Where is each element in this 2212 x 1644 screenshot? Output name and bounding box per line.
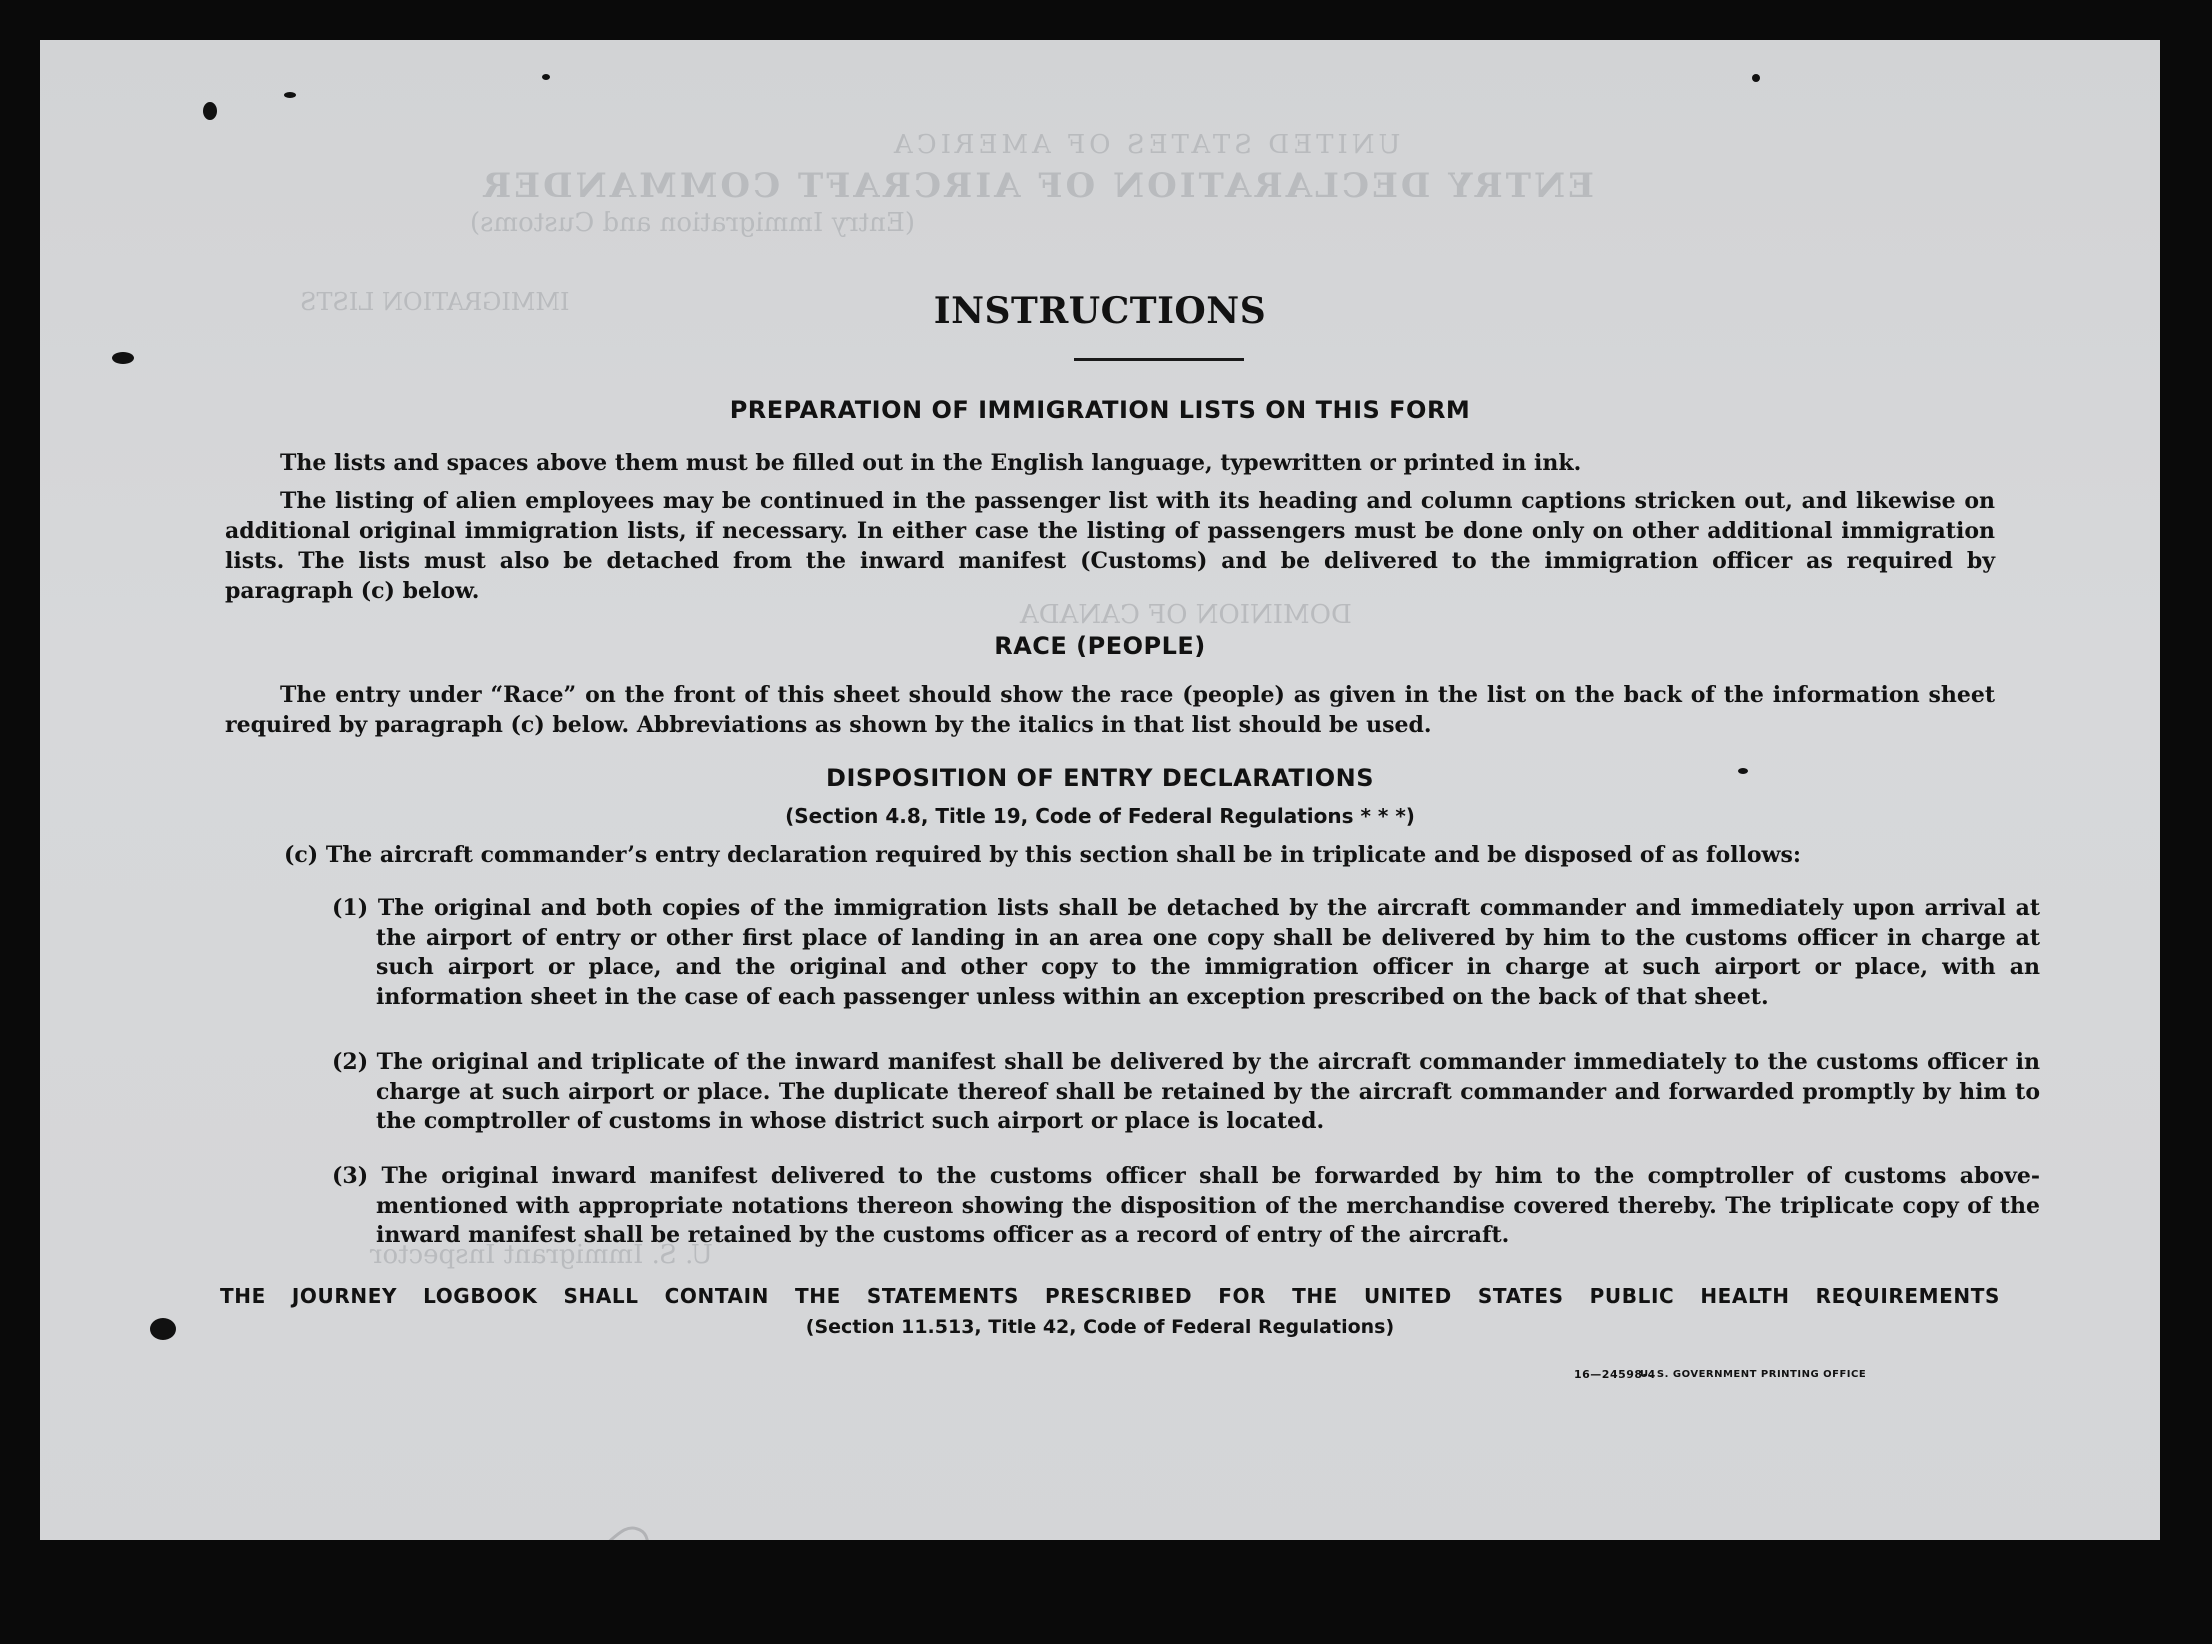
disposition-citation: (Section 4.8, Title 19, Code of Federal Regulations * * *)	[785, 804, 1415, 828]
page-title: INSTRUCTIONS	[933, 290, 1267, 332]
print-code: 16—24598-4	[1574, 1368, 1656, 1381]
paragraph-c: (c) The aircraft commander’s entry declaration required by this section shall be in triplicate and be disposed of as follows:	[284, 842, 1801, 868]
paragraph-preparation-1: The lists and spaces above them must be filled out in the English language, typewritten or printed in ink.	[280, 450, 1582, 476]
print-office: U. S. GOVERNMENT PRINTING OFFICE	[1640, 1369, 1867, 1380]
document-page	[40, 40, 2160, 1596]
section-heading-preparation: PREPARATION OF IMMIGRATION LISTS ON THIS FORM	[729, 396, 1471, 424]
list-item: (3) The original inward manifest delivered to the customs officer shall be forwarded by him to the comptroller of customs above-mentioned with appropriate notations thereon showing the disposition of the merchandise covered thereby. The triplicate copy of the inward manifest shall be retained by the customs officer as a record of entry of the aircraft.	[332, 1163, 2040, 1248]
show-through-text: UNITED STATES OF AMERICA	[890, 130, 1401, 160]
show-through-text: IMMIGRATION LISTS	[300, 288, 570, 316]
show-through-text: DOMINION OF CANADA	[1020, 600, 1352, 630]
list-item: (2) The original and triplicate of the inward manifest shall be delivered by the aircraft commander immediately to the customs officer in charge at such airport or place. The duplicate thereof shall be retained by the aircraft commander and forwarded promptly by him to the comptroller of customs in whose district such airport or place is located.	[332, 1049, 2040, 1134]
scan-speck	[542, 74, 550, 80]
scan-speck	[203, 102, 217, 120]
show-through-text: (Entry Immigration and Customs)	[470, 208, 915, 238]
footer-statement: THE JOURNEY LOGBOOK SHALL CONTAIN THE STATEMENTS PRESCRIBED FOR THE UNITED STATES PUBLIC HEALTH REQUIREMENTS	[220, 1284, 2000, 1308]
title-underline	[1074, 358, 1244, 361]
show-through-text: U. S. Immigrant Inspector	[370, 1240, 713, 1270]
scan-speck	[1752, 74, 1760, 82]
scan-speck	[284, 92, 296, 98]
paragraph-preparation-2: The listing of alien employees may be continued in the passenger list with its heading and column captions stricken out, and likewise on additional original immigration lists, if necessary. In either case the listing of passengers must be done only on other additional immigration lists. The lists must also be detached from the inward manifest (Customs) and be delivered to the immigration officer as required by paragraph (c) below.	[225, 488, 1995, 604]
show-through-text: ENTRY DECLARATION OF AIRCRAFT COMMANDER	[480, 166, 1595, 206]
list-item: (1) The original and both copies of the immigration lists shall be detached by the aircraft commander and immediately upon arrival at the airport of entry or other first place of landing in an area one copy shall be delivered by him to the customs officer in charge at such airport or place, and the original and other copy to the immigration officer in charge at such airport or place, with an information sheet in the case of each passenger unless within an exception prescribed on the back of that sheet.	[332, 895, 2040, 1010]
paragraph-race: The entry under “Race” on the front of this sheet should show the race (people) as given in the list on the back of the information sheet required by paragraph (c) below. Abbreviations as shown by the italics in that list should be used.	[225, 682, 1995, 738]
scan-border	[0, 1540, 2212, 1644]
footer-citation: (Section 11.513, Title 42, Code of Federal Regulations)	[805, 1316, 1395, 1338]
scan-speck	[112, 352, 134, 364]
section-heading-race: RACE (PEOPLE)	[994, 632, 1206, 660]
section-heading-disposition: DISPOSITION OF ENTRY DECLARATIONS	[826, 764, 1374, 792]
